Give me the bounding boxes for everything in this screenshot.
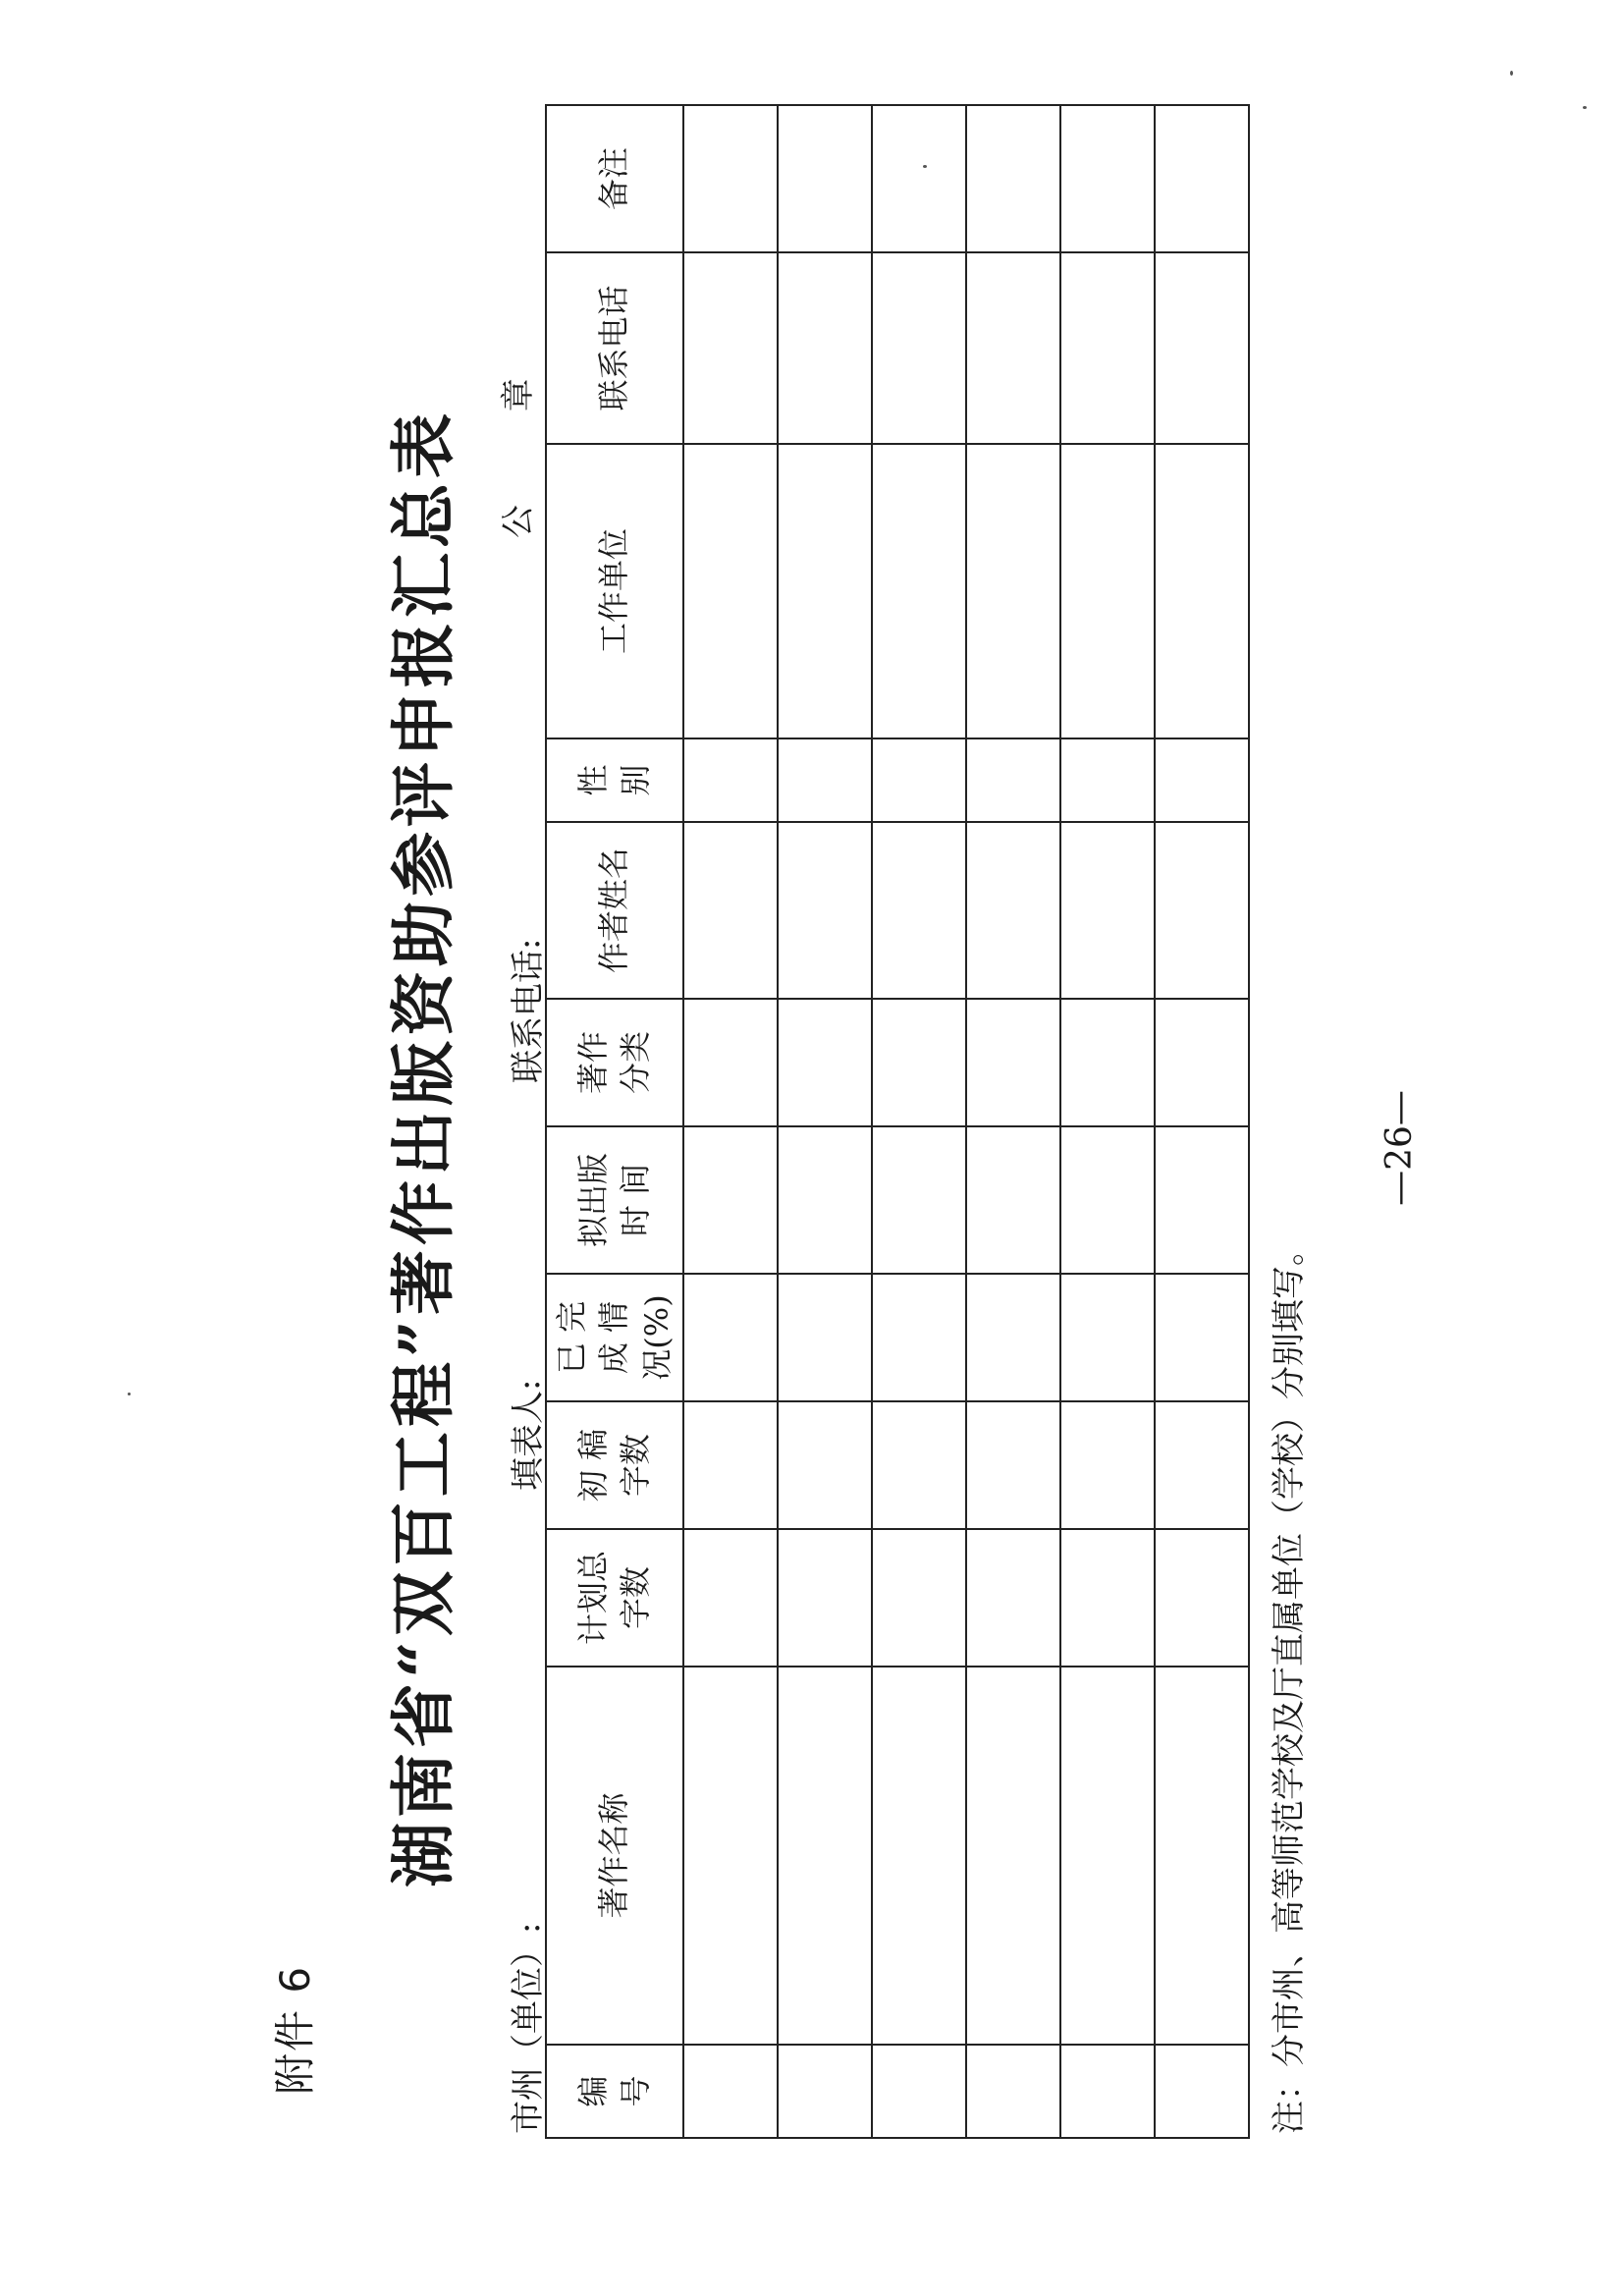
table-cell bbox=[683, 444, 778, 738]
table-cell bbox=[1060, 738, 1155, 822]
table-cell bbox=[683, 1401, 778, 1529]
table-cell bbox=[778, 1529, 872, 1667]
table-cell bbox=[872, 2045, 966, 2138]
table-cell bbox=[966, 1667, 1060, 2045]
table-cell bbox=[1060, 1126, 1155, 1274]
column-header-number: 编 号 bbox=[546, 2045, 683, 2138]
official-seal-label: 公 章 bbox=[499, 337, 538, 538]
column-header-remarks: 备注 bbox=[546, 105, 683, 252]
table-cell bbox=[1060, 822, 1155, 999]
footnote: 注：分市州、高等师范学校及厅直属单位（学校）分别填写。 bbox=[1270, 1232, 1309, 2134]
table-cell bbox=[872, 1667, 966, 2045]
table-cell bbox=[966, 2045, 1060, 2138]
table-cell bbox=[778, 252, 872, 444]
table-cell bbox=[778, 738, 872, 822]
table-cell bbox=[1155, 444, 1249, 738]
table-cell bbox=[778, 822, 872, 999]
table-cell bbox=[966, 1529, 1060, 1667]
table-cell bbox=[778, 1274, 872, 1401]
table-row bbox=[872, 105, 966, 2138]
table-cell bbox=[1155, 1126, 1249, 1274]
table-row bbox=[778, 105, 872, 2138]
table-row bbox=[1060, 105, 1155, 2138]
table-cell bbox=[778, 2045, 872, 2138]
table-cell bbox=[872, 105, 966, 252]
column-header-draft-word-count: 初 稿 字数 bbox=[546, 1401, 683, 1529]
table-cell bbox=[966, 1126, 1060, 1274]
table-cell bbox=[683, 2045, 778, 2138]
table-cell bbox=[778, 1667, 872, 2045]
table-body bbox=[683, 105, 1249, 2138]
table-cell bbox=[683, 999, 778, 1126]
column-header-planned-publish-date: 拟出版 时 间 bbox=[546, 1126, 683, 1274]
table-cell bbox=[966, 999, 1060, 1126]
table-cell bbox=[872, 444, 966, 738]
table-cell bbox=[1155, 252, 1249, 444]
table-cell bbox=[872, 1401, 966, 1529]
table-header-row bbox=[546, 105, 683, 2138]
table-cell bbox=[872, 252, 966, 444]
scan-speck bbox=[128, 1393, 131, 1395]
table-cell bbox=[683, 1529, 778, 1667]
table-cell bbox=[1060, 1274, 1155, 1401]
table-cell bbox=[1060, 105, 1155, 252]
table-cell bbox=[1060, 2045, 1155, 2138]
table-cell bbox=[966, 738, 1060, 822]
table-cell bbox=[1155, 1529, 1249, 1667]
page-number: —26— bbox=[1380, 1090, 1420, 1206]
table-cell bbox=[1155, 1274, 1249, 1401]
table-cell bbox=[778, 999, 872, 1126]
table-cell bbox=[872, 738, 966, 822]
table-cell bbox=[872, 1126, 966, 1274]
table-cell bbox=[872, 1274, 966, 1401]
column-header-planned-word-count: 计划总 字数 bbox=[546, 1529, 683, 1667]
table-cell bbox=[872, 822, 966, 999]
table-row bbox=[966, 105, 1060, 2138]
table-cell bbox=[1155, 2045, 1249, 2138]
table-cell bbox=[683, 105, 778, 252]
table-cell bbox=[1155, 1401, 1249, 1529]
table-cell bbox=[1155, 738, 1249, 822]
table-cell bbox=[872, 1529, 966, 1667]
table-cell bbox=[683, 1274, 778, 1401]
table-cell bbox=[872, 999, 966, 1126]
table-cell bbox=[778, 105, 872, 252]
table-cell bbox=[778, 1126, 872, 1274]
form-title: 湖南省“双百工程”著作出版资助参评申报汇总表 bbox=[385, 409, 461, 1887]
table-cell bbox=[1060, 1401, 1155, 1529]
column-header-work-title: 著作名称 bbox=[546, 1667, 683, 2045]
table-cell bbox=[683, 822, 778, 999]
table-cell bbox=[1155, 999, 1249, 1126]
table-cell bbox=[1155, 105, 1249, 252]
table-cell bbox=[1060, 1529, 1155, 1667]
scan-speck bbox=[1583, 106, 1587, 109]
table-cell bbox=[683, 252, 778, 444]
table-cell bbox=[1155, 822, 1249, 999]
column-header-completion-percent: 已 完 成 情 况(%) bbox=[546, 1274, 683, 1401]
phone-field-label: 联系电话: bbox=[509, 938, 548, 1083]
table-cell bbox=[966, 444, 1060, 738]
table-cell bbox=[966, 252, 1060, 444]
column-header-gender: 性 别 bbox=[546, 738, 683, 822]
scan-speck bbox=[1510, 71, 1513, 76]
column-header-work-unit: 工作单位 bbox=[546, 444, 683, 738]
table-cell bbox=[966, 1401, 1060, 1529]
table-cell bbox=[966, 1274, 1060, 1401]
column-header-contact-phone: 联系电话 bbox=[546, 252, 683, 444]
attachment-label: 附件 6 bbox=[271, 1964, 319, 2095]
scan-speck bbox=[923, 165, 927, 168]
column-header-author-name: 作者姓名 bbox=[546, 822, 683, 999]
table-cell bbox=[683, 1667, 778, 2045]
table-cell bbox=[1060, 999, 1155, 1126]
table-cell bbox=[966, 105, 1060, 252]
table-cell bbox=[778, 444, 872, 738]
table-cell bbox=[1155, 1667, 1249, 2045]
unit-field-label: 市州（单位）: bbox=[509, 1922, 548, 2134]
column-header-work-category: 著作 分类 bbox=[546, 999, 683, 1126]
summary-table bbox=[545, 104, 1250, 2139]
table-cell bbox=[966, 822, 1060, 999]
table-cell bbox=[1060, 1667, 1155, 2045]
table-cell bbox=[778, 1401, 872, 1529]
table-row bbox=[1155, 105, 1249, 2138]
table-cell bbox=[1060, 444, 1155, 738]
filler-field-label: 填表人: bbox=[509, 1379, 548, 1491]
table-cell bbox=[1060, 252, 1155, 444]
table-row bbox=[683, 105, 778, 2138]
table-cell bbox=[683, 738, 778, 822]
table-cell bbox=[683, 1126, 778, 1274]
